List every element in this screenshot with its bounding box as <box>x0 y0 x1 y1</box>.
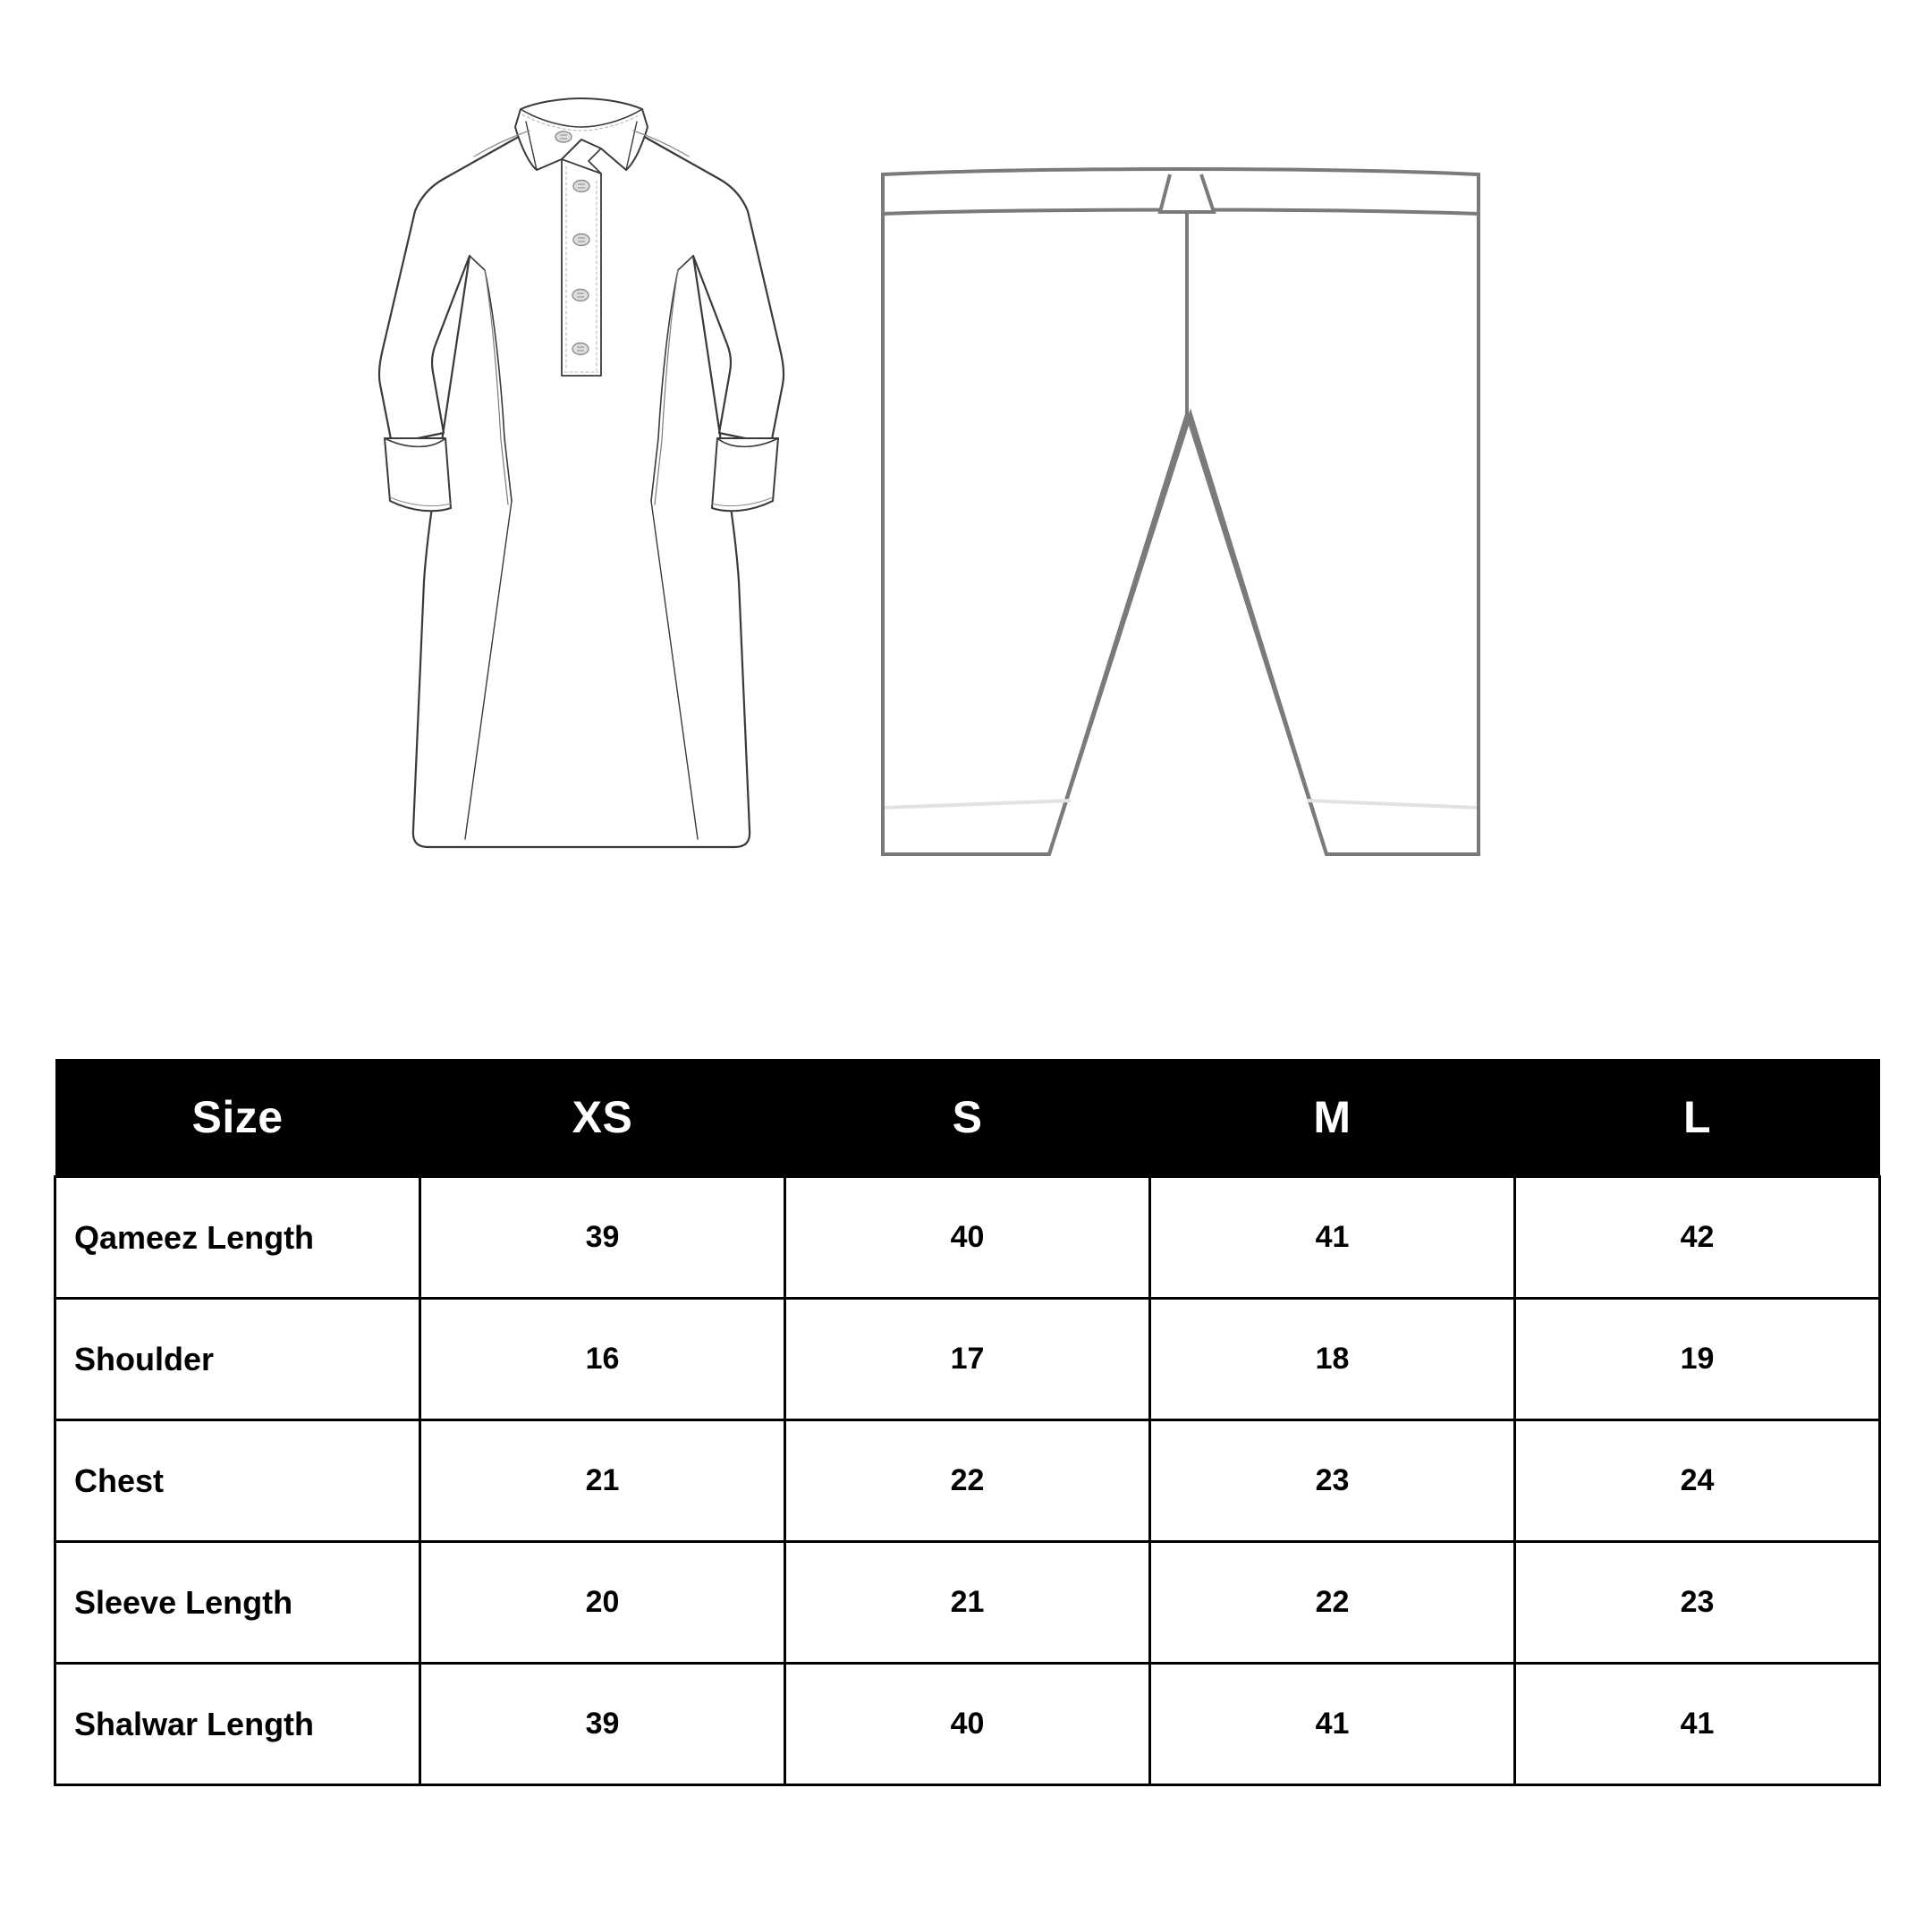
cell-shoulder-m: 18 <box>1150 1299 1515 1420</box>
cell-sleeve-length-m: 22 <box>1150 1542 1515 1664</box>
size-chart-table <box>54 1059 1881 1786</box>
qameez-illustration <box>358 80 805 868</box>
cell-chest-l: 24 <box>1515 1420 1880 1542</box>
cell-shoulder-l: 19 <box>1515 1299 1880 1420</box>
row-label-shalwar-length: Shalwar Length <box>55 1664 420 1785</box>
table-row <box>55 1420 1880 1542</box>
row-label-qameez-length: Qameez Length <box>55 1177 420 1299</box>
cell-shoulder-xs: 16 <box>420 1299 785 1420</box>
cell-sleeve-length-s: 21 <box>785 1542 1150 1664</box>
column-header-s: S <box>785 1059 1150 1177</box>
column-header-size: Size <box>55 1059 420 1177</box>
cell-chest-xs: 21 <box>420 1420 785 1542</box>
cell-shalwar-length-xs: 39 <box>420 1664 785 1785</box>
cell-chest-m: 23 <box>1150 1420 1515 1542</box>
cell-sleeve-length-l: 23 <box>1515 1542 1880 1664</box>
cell-qameez-length-m: 41 <box>1150 1177 1515 1299</box>
cell-chest-s: 22 <box>785 1420 1150 1542</box>
row-label-shoulder: Shoulder <box>55 1299 420 1420</box>
size-chart-container <box>54 1059 1878 1786</box>
cell-shalwar-length-l: 41 <box>1515 1664 1880 1785</box>
shalwar-illustration <box>872 165 1489 868</box>
cell-shalwar-length-s: 40 <box>785 1664 1150 1785</box>
cell-shalwar-length-m: 41 <box>1150 1664 1515 1785</box>
cell-sleeve-length-xs: 20 <box>420 1542 785 1664</box>
cell-shoulder-s: 17 <box>785 1299 1150 1420</box>
column-header-m: M <box>1150 1059 1515 1177</box>
table-row <box>55 1177 1880 1299</box>
table-row <box>55 1299 1880 1420</box>
cell-qameez-length-xs: 39 <box>420 1177 785 1299</box>
row-label-chest: Chest <box>55 1420 420 1542</box>
column-header-l: L <box>1515 1059 1880 1177</box>
size-chart-body <box>55 1177 1880 1785</box>
size-chart-header <box>55 1059 1880 1177</box>
cell-qameez-length-s: 40 <box>785 1177 1150 1299</box>
table-row <box>55 1542 1880 1664</box>
table-row <box>55 1664 1880 1785</box>
cell-qameez-length-l: 42 <box>1515 1177 1880 1299</box>
column-header-xs: XS <box>420 1059 785 1177</box>
row-label-sleeve-length: Sleeve Length <box>55 1542 420 1664</box>
header-row <box>55 1059 1880 1177</box>
